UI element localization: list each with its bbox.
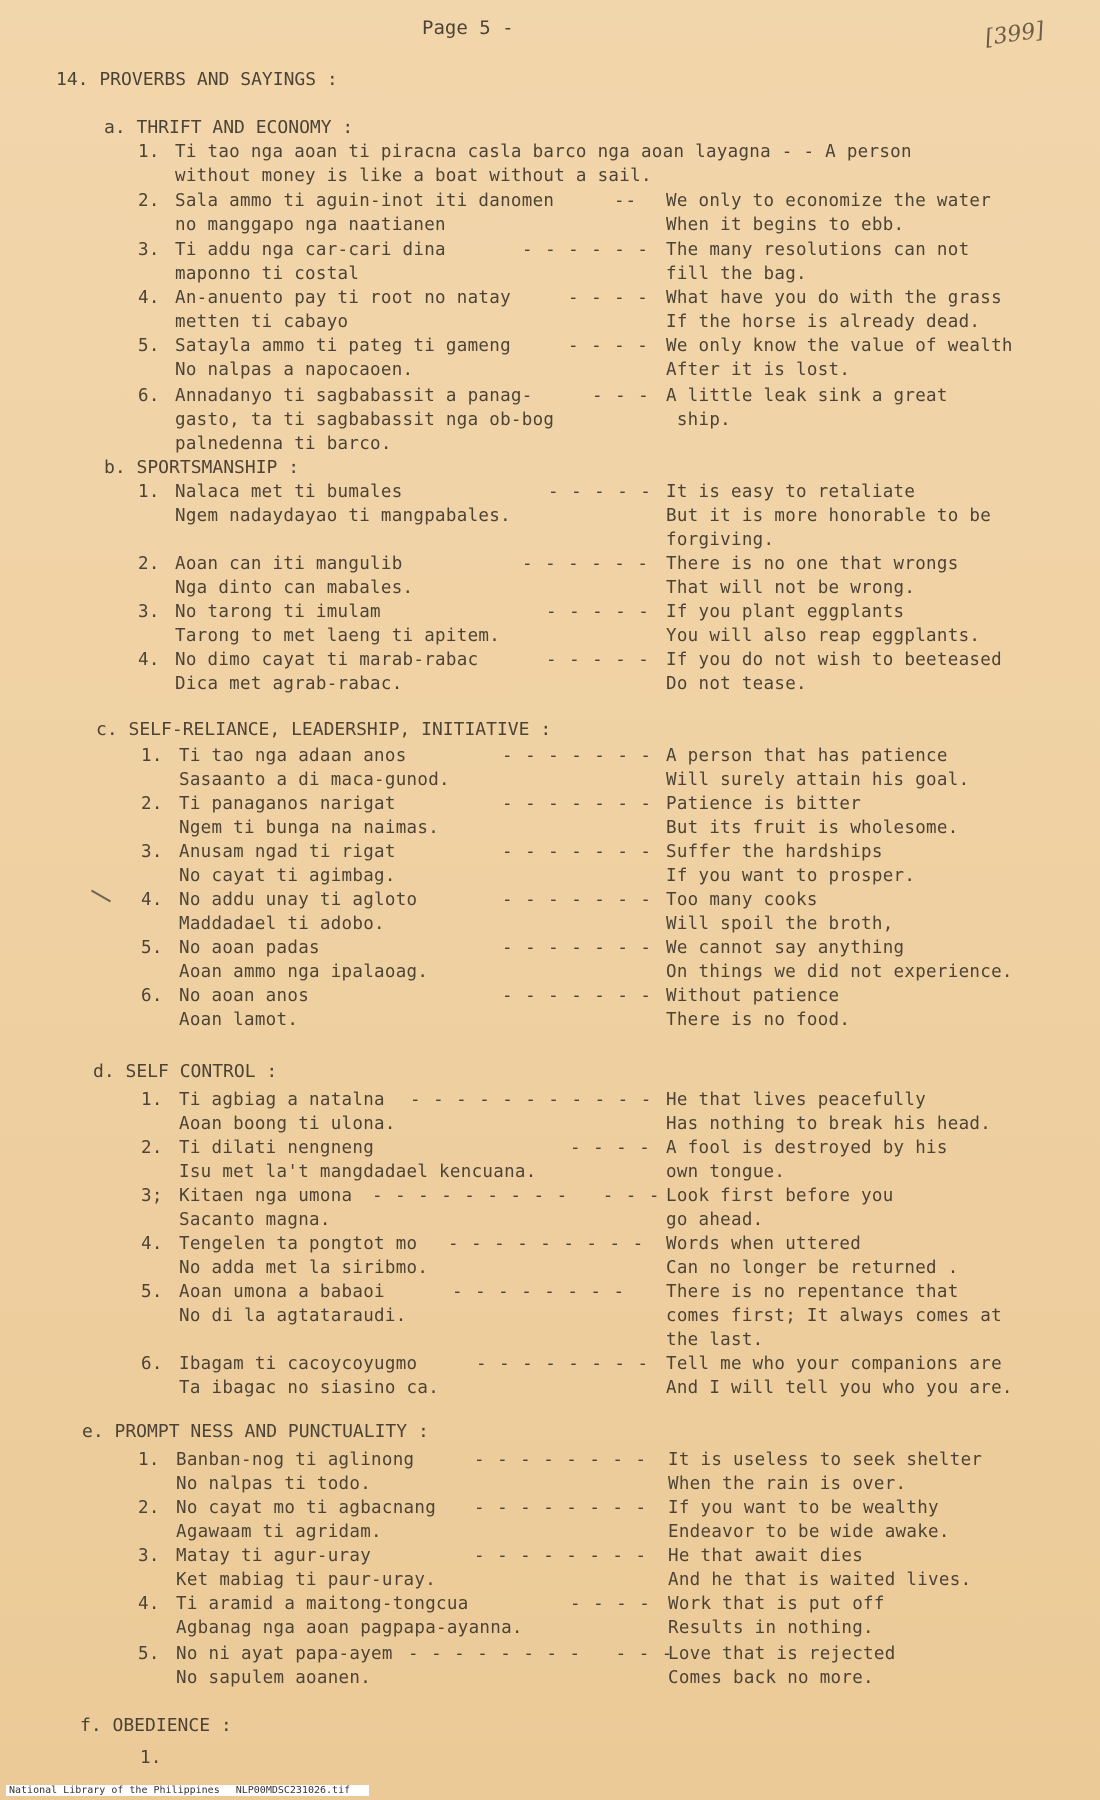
- ilocano-line: Ti agbiag a natalna: [179, 1090, 385, 1110]
- ilocano-line: gasto, ta ti sagbabassit nga ob-bog: [175, 410, 555, 430]
- separator-dashes: - - - -: [568, 336, 649, 356]
- ilocano-line: No nalpas ti todo.: [176, 1474, 372, 1494]
- item-number: 4.: [138, 288, 160, 308]
- item-number: 1.: [140, 1748, 162, 1768]
- ilocano-line: maponno ti costal: [175, 264, 360, 284]
- ilocano-line: Nalaca met ti bumales: [175, 482, 403, 502]
- ilocano-line: Ti tao nga aoan ti piracna casla barco nga aoan layagna - - A person: [175, 142, 912, 162]
- english-line: ship.: [666, 410, 732, 430]
- item-number: 3.: [138, 240, 160, 260]
- ilocano-line: Isu met la't mangdadael kencuana.: [179, 1162, 537, 1182]
- item-number: 1.: [138, 142, 160, 162]
- english-line: On things we did not experience.: [666, 962, 1013, 982]
- separator-dashes: - - - - - -: [522, 240, 649, 260]
- english-line: Will spoil the broth,: [666, 914, 894, 934]
- separator-dashes: - - - - - - - - - - - -: [372, 1186, 661, 1206]
- item-number: 1.: [138, 482, 160, 502]
- separator-dashes: - - -: [592, 386, 650, 406]
- english-line: What have you do with the grass: [666, 288, 1002, 308]
- english-line: When the rain is over.: [668, 1474, 907, 1494]
- item-number: 1.: [138, 1450, 160, 1470]
- ilocano-line: Ta ibagac no siasino ca.: [179, 1378, 440, 1398]
- heading-self-reliance: c. SELF-RELIANCE, LEADERSHIP, INITIATIVE :: [96, 719, 552, 740]
- ilocano-line: Ti panaganos narigat: [179, 794, 396, 814]
- english-line: But it is more honorable to be: [666, 506, 992, 526]
- english-line: Do not tease.: [666, 674, 807, 694]
- ilocano-line: No aoan padas: [179, 938, 320, 958]
- ilocano-line: Sasaanto a di maca-gunod.: [179, 770, 450, 790]
- ilocano-line: Satayla ammo ti pateg ti gameng: [175, 336, 511, 356]
- item-number: 1.: [141, 1090, 163, 1110]
- ilocano-line: No tarong ti imulam: [175, 602, 381, 622]
- english-line: The many resolutions can not: [666, 240, 970, 260]
- ilocano-line: Ket mabiag ti paur-uray.: [176, 1570, 437, 1590]
- ilocano-line: Sala ammo ti aguin-inot iti danomen: [175, 191, 555, 211]
- ilocano-line: An-anuento pay ti root no natay: [175, 288, 511, 308]
- ilocano-line: No dimo cayat ti marab-rabac: [175, 650, 479, 670]
- ilocano-line: Ti dilati nengneng: [179, 1138, 375, 1158]
- item-number: 4.: [138, 1594, 160, 1614]
- heading-thrift-economy: a. THRIFT AND ECONOMY :: [104, 117, 354, 138]
- footer-library: National Library of the Philippines: [9, 1785, 220, 1796]
- separator-dashes: - - - - - - -: [502, 890, 652, 910]
- separator-dashes: - - - - - - - -: [452, 1282, 626, 1302]
- ilocano-line: No ni ayat papa-ayem: [176, 1644, 393, 1664]
- ilocano-line: Agbanag nga aoan pagpapa-ayanna.: [176, 1618, 523, 1638]
- separator-dashes: - - - - - - -: [502, 842, 652, 862]
- english-line: Look first before you: [666, 1186, 894, 1206]
- english-line: It is easy to retaliate: [666, 482, 916, 502]
- separator-dashes: - - - - -: [546, 650, 650, 670]
- separator-dashes: - - - - - - -: [502, 746, 652, 766]
- english-line: If you want to be wealthy: [668, 1498, 939, 1518]
- ilocano-line: Tarong to met laeng ti apitem.: [175, 626, 501, 646]
- item-number: 5.: [141, 938, 163, 958]
- ilocano-line: metten ti cabayo: [175, 312, 349, 332]
- item-number: 2.: [138, 554, 160, 574]
- english-line: There is no food.: [666, 1010, 851, 1030]
- separator-dashes: --: [614, 191, 638, 211]
- ilocano-line: No cayat ti agimbag.: [179, 866, 396, 886]
- item-number: 3;: [141, 1186, 163, 1206]
- ilocano-line: Anusam ngad ti rigat: [179, 842, 396, 862]
- english-line: And I will tell you who you are.: [666, 1378, 1013, 1398]
- english-line: Work that is put off: [668, 1594, 885, 1614]
- english-line: Can no longer be returned .: [666, 1258, 959, 1278]
- ilocano-line: No adda met la siribmo.: [179, 1258, 429, 1278]
- item-number: 2.: [141, 794, 163, 814]
- english-line: Will surely attain his goal.: [666, 770, 970, 790]
- ilocano-line: Aoan umona a babaoi: [179, 1282, 385, 1302]
- item-number: 3.: [138, 602, 160, 622]
- ilocano-line: Kitaen nga umona: [179, 1186, 353, 1206]
- english-line: He that lives peacefully: [666, 1090, 927, 1110]
- section-title: 14. PROVERBS AND SAYINGS :: [56, 69, 338, 90]
- english-line: Words when uttered: [666, 1234, 862, 1254]
- english-line: We only to economize the water: [666, 191, 992, 211]
- separator-dashes: - - - - - - -: [502, 938, 652, 958]
- english-line: There is no repentance that: [666, 1282, 959, 1302]
- item-number: 4.: [141, 890, 163, 910]
- archive-number: [399]: [983, 18, 1046, 51]
- english-line: the last.: [666, 1330, 764, 1350]
- ilocano-line: Aoan can iti mangulib: [175, 554, 403, 574]
- english-line: When it begins to ebb.: [666, 215, 905, 235]
- ilocano-line: No sapulem aoanen.: [176, 1668, 372, 1688]
- ilocano-line: without money is like a boat without a sail.: [175, 166, 652, 186]
- english-line: Patience is bitter: [666, 794, 862, 814]
- english-line: Suffer the hardships: [666, 842, 883, 862]
- separator-dashes: - - - - - - -: [502, 986, 652, 1006]
- heading-promptness: e. PROMPT NESS AND PUNCTUALITY :: [82, 1421, 429, 1442]
- english-line: fill the bag.: [666, 264, 807, 284]
- english-line: Comes back no more.: [668, 1668, 874, 1688]
- ilocano-line: no manggapo nga naatianen: [175, 215, 446, 235]
- item-number: 2.: [138, 191, 160, 211]
- ilocano-line: No nalpas a napocaoen.: [175, 360, 414, 380]
- english-line: And he that is waited lives.: [668, 1570, 972, 1590]
- item-number: 4.: [138, 650, 160, 670]
- ilocano-line: Sacanto magna.: [179, 1210, 331, 1230]
- ilocano-line: No aoan anos: [179, 986, 310, 1006]
- separator-dashes: - - - - -: [548, 482, 652, 502]
- english-line: A fool is destroyed by his: [666, 1138, 948, 1158]
- english-line: comes first; It always comes at: [666, 1306, 1002, 1326]
- english-line: If the horse is already dead.: [666, 312, 981, 332]
- english-line: If you plant eggplants: [666, 602, 905, 622]
- english-line: Results in nothing.: [668, 1618, 874, 1638]
- english-line: Without patience: [666, 986, 840, 1006]
- separator-dashes: - - - - - -: [522, 554, 649, 574]
- separator-dashes: - - - - - - - -: [474, 1450, 648, 1470]
- ilocano-line: Aoan ammo nga ipalaoag.: [179, 962, 429, 982]
- heading-obedience: f. OBEDIENCE :: [80, 1715, 232, 1736]
- english-line: own tongue.: [666, 1162, 786, 1182]
- separator-dashes: - - - -: [570, 1138, 651, 1158]
- separator-dashes: - - - -: [570, 1594, 651, 1614]
- english-line: We only know the value of wealth: [666, 336, 1013, 356]
- ilocano-line: No addu unay ti agloto: [179, 890, 418, 910]
- item-number: 1.: [141, 746, 163, 766]
- ilocano-line: Aoan lamot.: [179, 1010, 299, 1030]
- ilocano-line: Ti addu nga car-cari dina: [175, 240, 446, 260]
- separator-dashes: - - - - - - - - -: [448, 1234, 645, 1254]
- item-number: 6.: [141, 1354, 163, 1374]
- separator-dashes: - - - - - - -: [502, 794, 652, 814]
- english-line: If you want to prosper.: [666, 866, 916, 886]
- item-number: 2.: [141, 1138, 163, 1158]
- english-line: go ahead.: [666, 1210, 764, 1230]
- item-number: 5.: [138, 336, 160, 356]
- english-line: forgiving.: [666, 530, 775, 550]
- english-line: Endeavor to be wide awake.: [668, 1522, 950, 1542]
- item-number: 5.: [141, 1282, 163, 1302]
- english-line: If you do not wish to beeteased: [666, 650, 1002, 670]
- english-line: We cannot say anything: [666, 938, 905, 958]
- separator-dashes: - - - - -: [546, 602, 650, 622]
- ilocano-line: Nga dinto can mabales.: [175, 578, 414, 598]
- ilocano-line: Annadanyo ti sagbabassit a panag-: [175, 386, 533, 406]
- ilocano-line: Dica met agrab-rabac.: [175, 674, 403, 694]
- separator-dashes: - - - - - - - -: [474, 1498, 648, 1518]
- footer-file: NLP00MDSC231026.tif: [235, 1785, 351, 1796]
- english-line: Tell me who your companions are: [666, 1354, 1002, 1374]
- item-number: 6.: [138, 386, 160, 406]
- ilocano-line: Maddadael ti adobo.: [179, 914, 385, 934]
- ilocano-line: Agawaam ti agridam.: [176, 1522, 382, 1542]
- ilocano-line: Ti aramid a maitong-tongcua: [176, 1594, 469, 1614]
- english-line: Too many cooks: [666, 890, 818, 910]
- separator-dashes: - - - - - - - -: [476, 1354, 650, 1374]
- english-line: That will not be wrong.: [666, 578, 916, 598]
- ilocano-line: Aoan boong ti ulona.: [179, 1114, 396, 1134]
- item-number: 2.: [138, 1498, 160, 1518]
- item-number: 3.: [138, 1546, 160, 1566]
- english-line: It is useless to seek shelter: [668, 1450, 983, 1470]
- ilocano-line: Ibagam ti cacoycoyugmo: [179, 1354, 418, 1374]
- separator-dashes: - - - -: [568, 288, 649, 308]
- english-line: Love that is rejected: [668, 1644, 896, 1664]
- english-line: After it is lost.: [666, 360, 851, 380]
- separator-dashes: - - - - - - - - - - -: [410, 1090, 653, 1110]
- item-number: 3.: [141, 842, 163, 862]
- heading-self-control: d. SELF CONTROL :: [93, 1061, 278, 1082]
- page-number: Page 5 -: [422, 17, 514, 39]
- english-line: He that await dies: [668, 1546, 864, 1566]
- english-line: You will also reap eggplants.: [666, 626, 981, 646]
- english-line: A person that has patience: [666, 746, 948, 766]
- heading-sportsmanship: b. SPORTSMANSHIP :: [104, 457, 300, 478]
- english-line: A little leak sink a great: [666, 386, 948, 406]
- item-number: 4.: [141, 1234, 163, 1254]
- scan-footer: [6, 1785, 369, 1796]
- ilocano-line: No di la agtataraudi.: [179, 1306, 407, 1326]
- item-number: 5.: [138, 1644, 160, 1664]
- ilocano-line: Banban-nog ti aglinong: [176, 1450, 415, 1470]
- ilocano-line: Ngem nadaydayao ti mangpabales.: [175, 506, 511, 526]
- english-line: Has nothing to break his head.: [666, 1114, 992, 1134]
- pencil-mark: [91, 890, 111, 903]
- ilocano-line: Ti tao nga adaan anos: [179, 746, 407, 766]
- english-line: But its fruit is wholesome.: [666, 818, 959, 838]
- ilocano-line: No cayat mo ti agbacnang: [176, 1498, 437, 1518]
- ilocano-line: Tengelen ta pongtot mo: [179, 1234, 418, 1254]
- separator-dashes: - - - - - - - - - - -: [408, 1644, 674, 1664]
- ilocano-line: palnedenna ti barco.: [175, 434, 392, 454]
- english-line: There is no one that wrongs: [666, 554, 959, 574]
- ilocano-line: Matay ti agur-uray: [176, 1546, 372, 1566]
- separator-dashes: - - - - - - - -: [474, 1546, 648, 1566]
- item-number: 6.: [141, 986, 163, 1006]
- ilocano-line: Ngem ti bunga na naimas.: [179, 818, 440, 838]
